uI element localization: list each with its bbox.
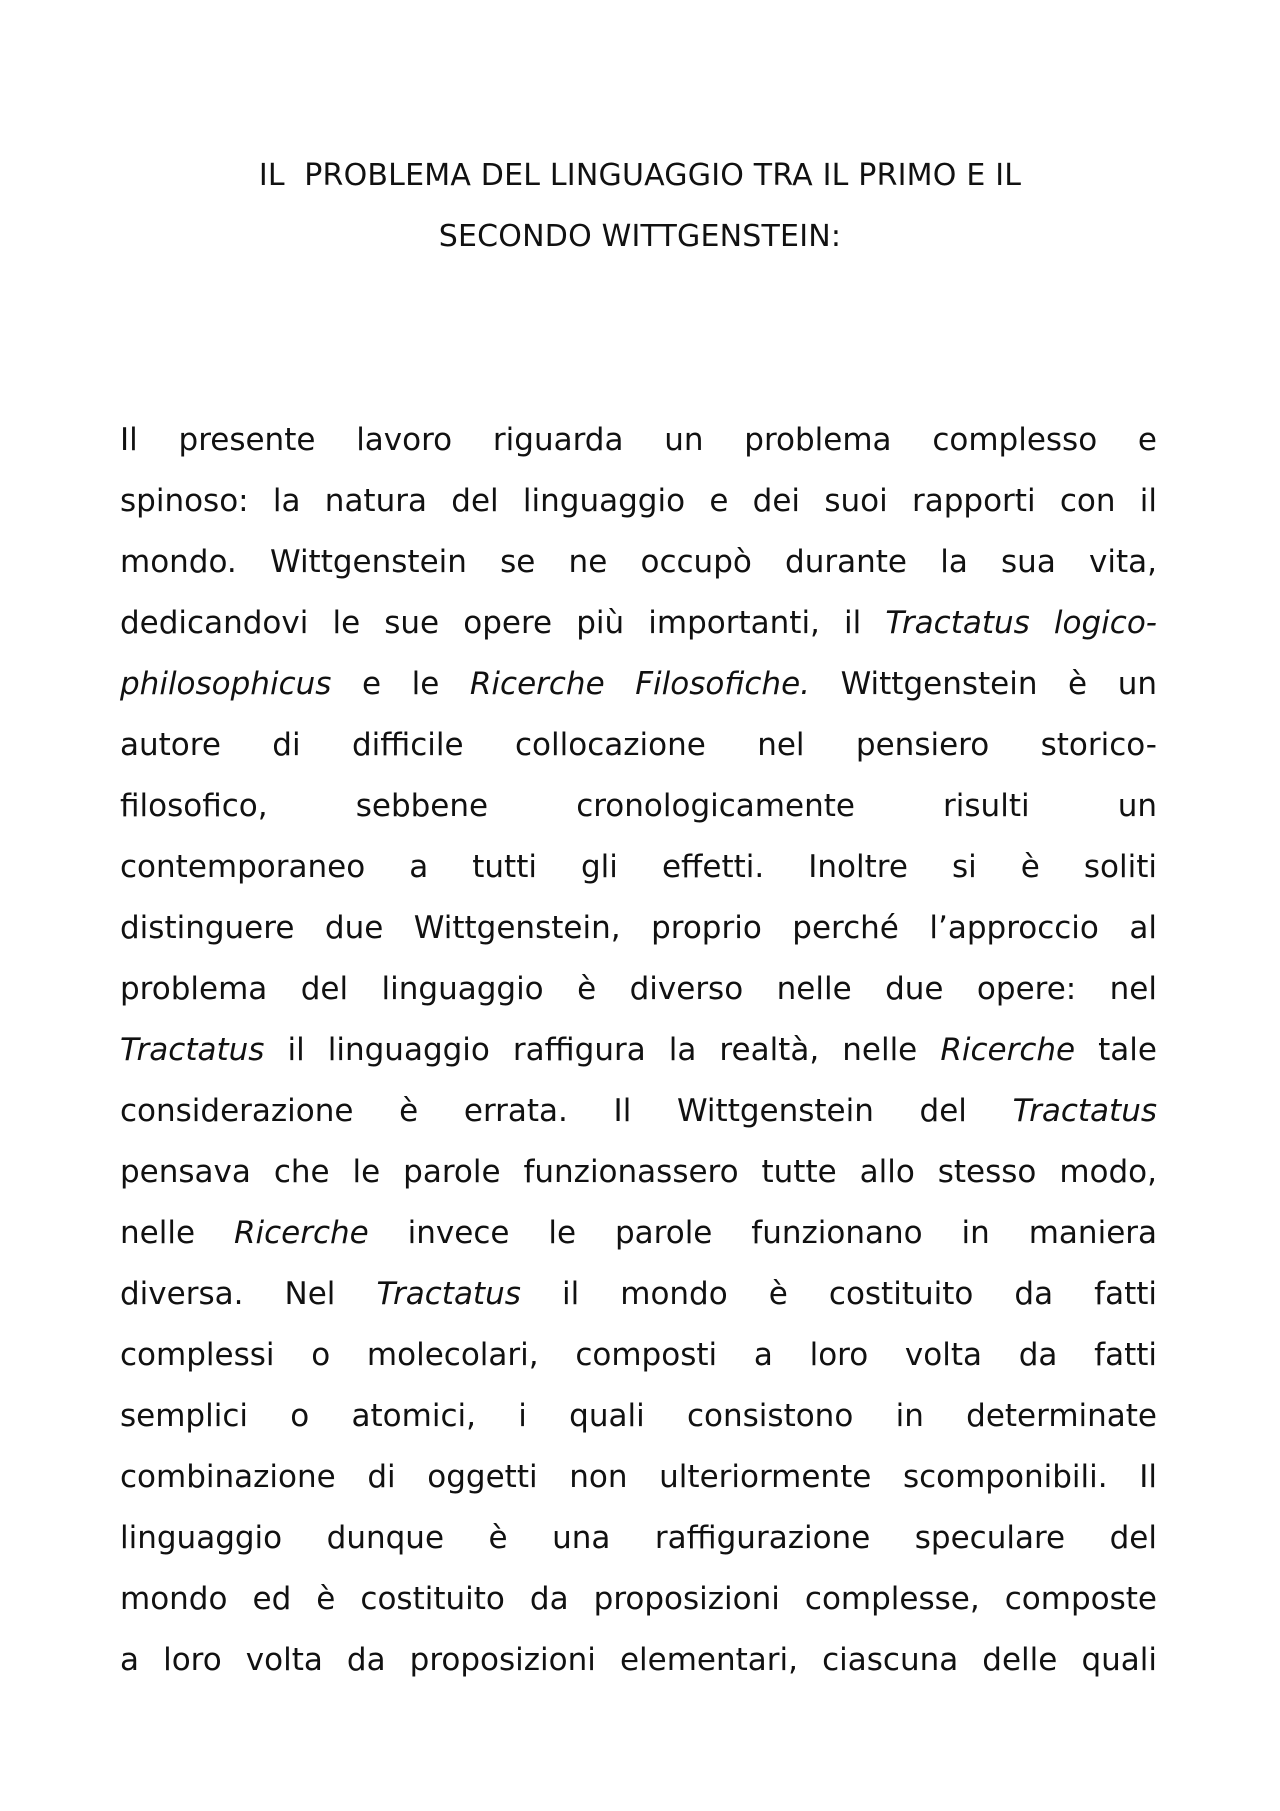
text-line bbox=[120, 471, 1157, 532]
text-segment: problema del linguaggio è diverso nelle due opere: nel bbox=[120, 971, 1157, 1007]
text-segment: autore di difficile collocazione nel pensiero storico- bbox=[120, 727, 1157, 763]
text-line bbox=[120, 1447, 1157, 1508]
text-segment: pensava che le parole funzionassero tutte allo stesso modo, bbox=[120, 1154, 1157, 1190]
text-line bbox=[120, 410, 1157, 471]
text-segment: complessi o molecolari, composti a loro volta da fatti bbox=[120, 1337, 1157, 1373]
italic-text: philosophicus bbox=[120, 666, 332, 702]
text-line bbox=[120, 1569, 1157, 1630]
document-title bbox=[120, 145, 1160, 267]
text-line bbox=[120, 1386, 1157, 1447]
italic-text: Tractatus logico- bbox=[885, 605, 1157, 641]
text-segment: considerazione è errata. Il Wittgenstein del bbox=[120, 1093, 1013, 1129]
text-line bbox=[120, 715, 1157, 776]
text-line bbox=[120, 1325, 1157, 1386]
text-segment: tale bbox=[1075, 1032, 1157, 1068]
text-segment: invece le parole funzionano in maniera bbox=[368, 1215, 1158, 1251]
text-line bbox=[120, 1081, 1157, 1142]
italic-text: Ricerche bbox=[940, 1032, 1076, 1068]
text-segment: Wittgenstein è un bbox=[810, 666, 1157, 702]
text-segment: il linguaggio raffigura la realtà, nelle bbox=[264, 1032, 941, 1068]
text-segment: e le bbox=[331, 666, 470, 702]
text-line bbox=[120, 837, 1157, 898]
text-segment: filosofico, sebbene cronologicamente risulti un bbox=[120, 788, 1157, 824]
text-segment: linguaggio dunque è una raffigurazione speculare del bbox=[120, 1520, 1157, 1556]
text-segment: distinguere due Wittgenstein, proprio perché l’approccio al bbox=[120, 910, 1157, 946]
italic-text: Ricerche Filosofiche. bbox=[469, 666, 810, 702]
text-segment: mondo ed è costituito da proposizioni complesse, composte bbox=[120, 1581, 1157, 1617]
text-segment: spinoso: la natura del linguaggio e dei suoi rapporti con il bbox=[120, 483, 1157, 519]
text-line bbox=[120, 1203, 1157, 1264]
italic-text: Ricerche bbox=[233, 1215, 369, 1251]
italic-text: Tractatus bbox=[120, 1032, 265, 1068]
text-line bbox=[120, 1142, 1157, 1203]
text-line bbox=[120, 776, 1157, 837]
text-line bbox=[120, 1020, 1157, 1081]
text-segment: dedicandovi le sue opere più importanti, il bbox=[120, 605, 886, 641]
text-line bbox=[120, 898, 1157, 959]
italic-text: Tractatus bbox=[376, 1276, 521, 1312]
text-segment: semplici o atomici, i quali consistono in determinate bbox=[120, 1398, 1157, 1434]
title-line-1: IL PROBLEMA DEL LINGUAGGIO TRA IL PRIMO E IL bbox=[258, 158, 1022, 193]
text-segment: combinazione di oggetti non ulteriormente scomponibili. Il bbox=[120, 1459, 1157, 1495]
text-segment: il mondo è costituito da fatti bbox=[520, 1276, 1157, 1312]
text-line bbox=[120, 593, 1157, 654]
text-line bbox=[120, 1508, 1157, 1569]
text-line bbox=[120, 532, 1157, 593]
text-line bbox=[120, 1264, 1157, 1325]
title-line-2: SECONDO WITTGENSTEIN: bbox=[438, 219, 842, 254]
text-line bbox=[120, 654, 1157, 715]
italic-text: Tractatus bbox=[1012, 1093, 1157, 1129]
body-paragraph bbox=[120, 410, 1157, 1691]
text-segment: contemporaneo a tutti gli effetti. Inoltre si è soliti bbox=[120, 849, 1157, 885]
text-segment: nelle bbox=[120, 1215, 234, 1251]
text-segment: Il presente lavoro riguarda un problema complesso e bbox=[120, 422, 1157, 458]
text-segment: diversa. Nel bbox=[120, 1276, 377, 1312]
text-segment: mondo. Wittgenstein se ne occupò durante la sua vita, bbox=[120, 544, 1157, 580]
text-line bbox=[120, 959, 1157, 1020]
text-segment: a loro volta da proposizioni elementari, ciascuna delle quali bbox=[120, 1642, 1157, 1678]
text-line bbox=[120, 1630, 1157, 1691]
